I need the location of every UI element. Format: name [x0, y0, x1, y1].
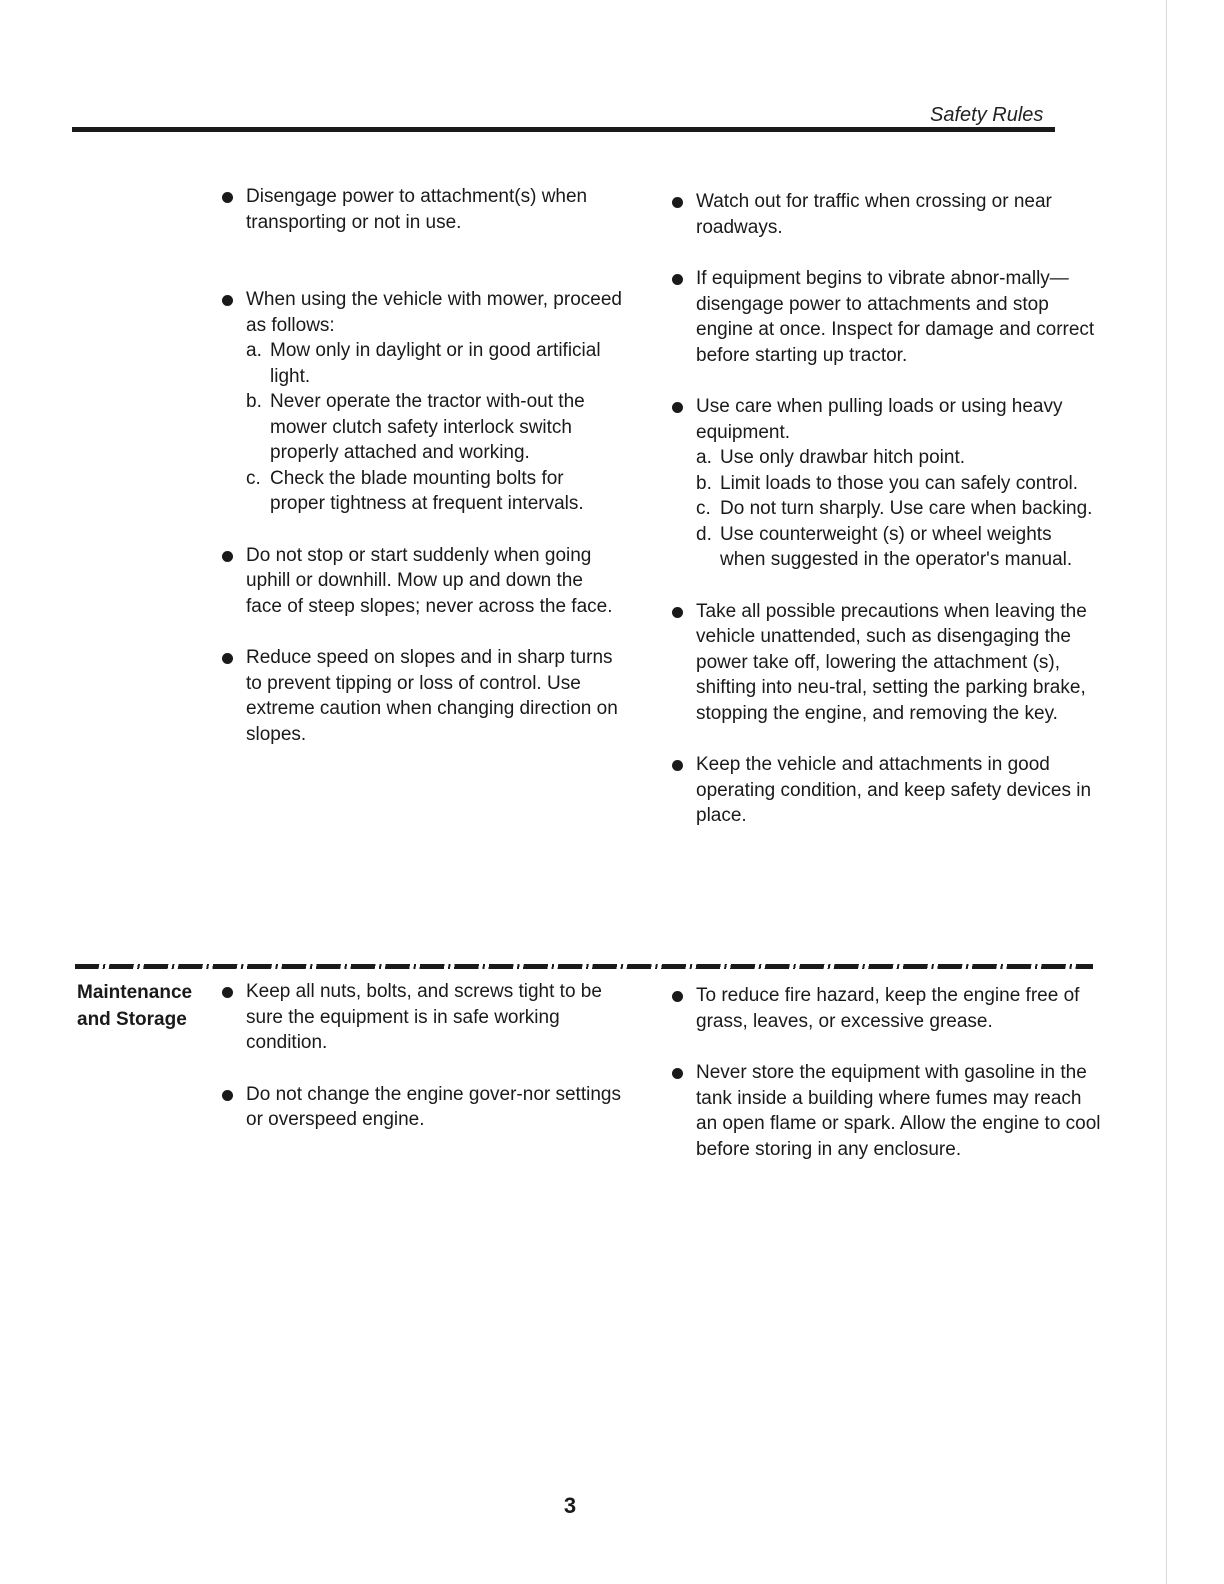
- sub-item: [246, 389, 622, 466]
- bullet-icon: [222, 551, 233, 562]
- bullet-icon: [672, 607, 683, 618]
- list-item: [222, 184, 622, 235]
- sub-text: Use only drawbar hitch point.: [720, 447, 966, 468]
- list-item: [672, 266, 1102, 368]
- header-rule: [72, 127, 1055, 132]
- item-text: Watch out for traffic when crossing or near roadways.: [696, 191, 1052, 238]
- sublist: [246, 338, 622, 517]
- bullet-icon: [222, 1090, 233, 1101]
- item-text: Do not stop or start suddenly when going uphill or downhill. Mow up and down the face of steep slopes; never across the face.: [246, 544, 613, 617]
- sub-item: [246, 338, 622, 389]
- bullet-icon: [672, 991, 683, 1002]
- list-item: [672, 189, 1102, 240]
- sub-text: Mow only in daylight or in good artificial light.: [270, 340, 601, 387]
- bullet-icon: [222, 295, 233, 306]
- sub-text: Never operate the tractor with-out the mower clutch safety interlock switch properly attached and working.: [270, 391, 585, 463]
- list-item: [222, 979, 622, 1056]
- item-text: Reduce speed on slopes and in sharp turns to prevent tipping or loss of control. Use extreme caution when changing direction on slopes.: [246, 647, 618, 745]
- sub-letter: d.: [696, 523, 712, 545]
- list-item: [222, 1082, 622, 1133]
- sub-item: [696, 496, 1102, 522]
- list-item: [672, 1060, 1102, 1162]
- item-text: Disengage power to attachment(s) when transporting or not in use.: [246, 186, 588, 233]
- page-title: Safety Rules: [930, 104, 1044, 126]
- bullet-icon: [672, 1068, 683, 1079]
- item-text: Do not change the engine gover-nor settings or overspeed engine.: [246, 1083, 621, 1130]
- section-label: [77, 979, 212, 1033]
- bullet-icon: [672, 402, 683, 413]
- sub-letter: b.: [696, 472, 712, 494]
- sub-letter: a.: [696, 447, 712, 468]
- list-item: [222, 543, 622, 620]
- maintenance-left-column: [222, 979, 622, 1159]
- item-text: Take all possible precautions when leaving the vehicle unattended, such as disengaging the power take off, lowering the attachment (s), shifting into neu-tral, setting the parking brake, stopping the engine, and removing the key.: [696, 600, 1087, 724]
- item-text: Use care when pulling loads or using heavy equipment.: [696, 396, 1063, 443]
- item-text: If equipment begins to vibrate abnor-mally—disengage power to attachments and stop engine at once. Inspect for damage and correct before starting up tractor.: [696, 268, 1095, 366]
- bullet-icon: [672, 197, 683, 208]
- section-label-line: and Storage: [77, 1009, 187, 1030]
- sub-letter: b.: [246, 391, 262, 412]
- sub-text: Do not turn sharply. Use care when backing.: [720, 498, 1093, 519]
- top-right-column: [672, 189, 1102, 855]
- item-text: Keep the vehicle and attachments in good operating condition, and keep safety devices in place.: [696, 754, 1092, 826]
- bullet-icon: [222, 192, 233, 203]
- bullet-icon: [222, 653, 233, 664]
- list-item: [672, 752, 1102, 829]
- item-text: When using the vehicle with mower, proceed as follows:: [246, 289, 622, 336]
- list-item: [222, 287, 622, 517]
- sub-text: Limit loads to those you can safely control.: [720, 472, 1079, 494]
- sublist: [696, 445, 1102, 573]
- section-label-line: Maintenance: [77, 982, 193, 1003]
- item-text: To reduce fire hazard, keep the engine free of grass, leaves, or excessive grease.: [696, 985, 1080, 1032]
- page-edge: [1166, 0, 1167, 1584]
- sub-item: [696, 522, 1102, 573]
- list-item: [672, 599, 1102, 727]
- sub-item: [696, 471, 1102, 497]
- sub-text: Use counterweight (s) or wheel weights when suggested in the operator's manual.: [720, 523, 1073, 570]
- list-item: [222, 645, 622, 747]
- item-text: Never store the equipment with gasoline in the tank inside a building where fumes may reach an open flame or spark. Allow the engine to cool before storing in any enclosure.: [696, 1062, 1101, 1160]
- sub-item: [696, 445, 1102, 471]
- bullet-icon: [672, 760, 683, 771]
- page-number: 3: [563, 1493, 577, 1518]
- maintenance-right-column: [672, 983, 1102, 1188]
- item-text: Keep all nuts, bolts, and screws tight to be sure the equipment is in safe working condition.: [246, 981, 602, 1053]
- sub-letter: c.: [696, 498, 711, 519]
- list-item: [672, 394, 1102, 573]
- section-divider: [75, 964, 1093, 969]
- sub-letter: a.: [246, 340, 262, 361]
- bullet-icon: [672, 274, 683, 285]
- sub-text: Check the blade mounting bolts for proper tightness at frequent intervals.: [270, 467, 584, 514]
- sub-letter: c.: [246, 467, 261, 489]
- list-item: [672, 983, 1102, 1034]
- top-left-column: [222, 184, 622, 773]
- sub-item: [246, 466, 622, 517]
- bullet-icon: [222, 987, 233, 998]
